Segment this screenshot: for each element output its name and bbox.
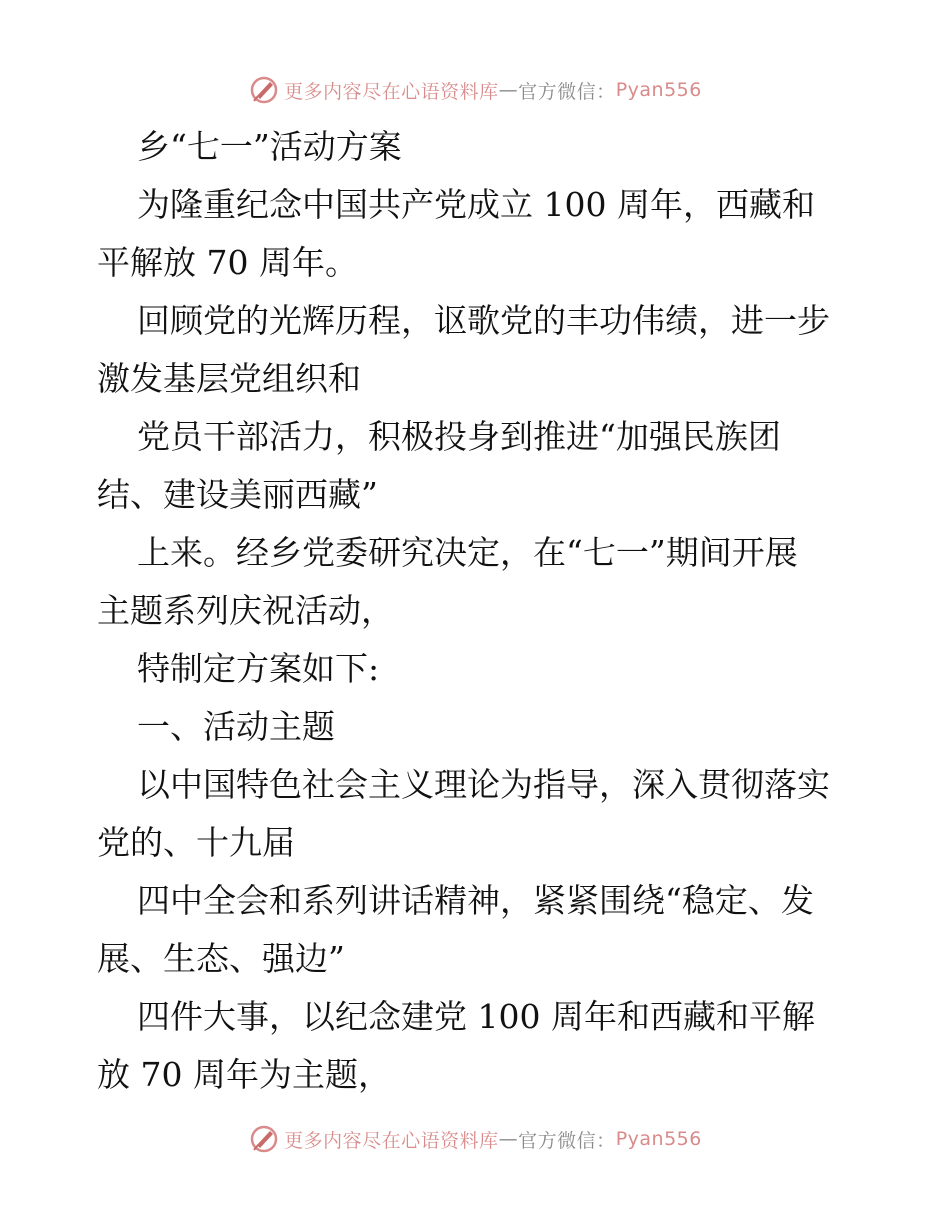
paragraph-line: 主题系列庆祝活动， <box>97 591 394 630</box>
watermark-wechat-label: 官方微信： <box>518 80 616 103</box>
watermark-wechat-id: Pyan556 <box>615 1128 702 1150</box>
paragraph-line: 结、建设美丽西藏” <box>97 475 378 514</box>
paragraph-line: 为隆重纪念中国共产党成立 100 周年，西藏和 <box>137 185 815 224</box>
footer-watermark <box>0 1119 950 1159</box>
paragraph-line: 上来。经乡党委研究决定，在“七一”期间开展 <box>137 533 798 572</box>
document-body <box>97 118 857 1104</box>
paragraph-line: 特制定方案如下: <box>137 649 380 688</box>
paragraph-line: 激发基层党组织和 <box>97 359 361 398</box>
watermark-text: 更多内容尽在心语资料库 <box>284 1129 499 1152</box>
watermark-wechat-label: 官方微信： <box>518 1129 616 1152</box>
watermark-wechat-id: Pyan556 <box>615 79 702 101</box>
paragraph-line: 党员干部活力，积极投身到推进“加强民族团 <box>137 417 781 456</box>
section-heading: 一、活动主题 <box>137 707 335 746</box>
paragraph-line: 展、生态、强边” <box>97 939 345 978</box>
header-watermark <box>0 70 950 110</box>
watermark-dash: — <box>498 1128 519 1150</box>
document-title: 乡“七一”活动方案 <box>137 127 402 166</box>
quill-pen-logo-icon <box>248 74 280 106</box>
paragraph-line: 以中国特色社会主义理论为指导，深入贯彻落实 <box>137 765 830 804</box>
paragraph-line: 回顾党的光辉历程，讴歌党的丰功伟绩，进一步 <box>137 301 830 340</box>
watermark-dash: — <box>498 79 519 101</box>
watermark-text: 更多内容尽在心语资料库 <box>284 80 499 103</box>
paragraph-line: 四件大事，以纪念建党 100 周年和西藏和平解 <box>137 997 815 1036</box>
paragraph-line: 放 70 周年为主题， <box>97 1055 391 1094</box>
paragraph-line: 党的、十九届 <box>97 823 295 862</box>
paragraph-line: 四中全会和系列讲话精神，紧紧围绕“稳定、发 <box>137 881 814 920</box>
paragraph-line: 平解放 70 周年。 <box>97 243 358 282</box>
quill-pen-logo-icon <box>248 1123 280 1155</box>
